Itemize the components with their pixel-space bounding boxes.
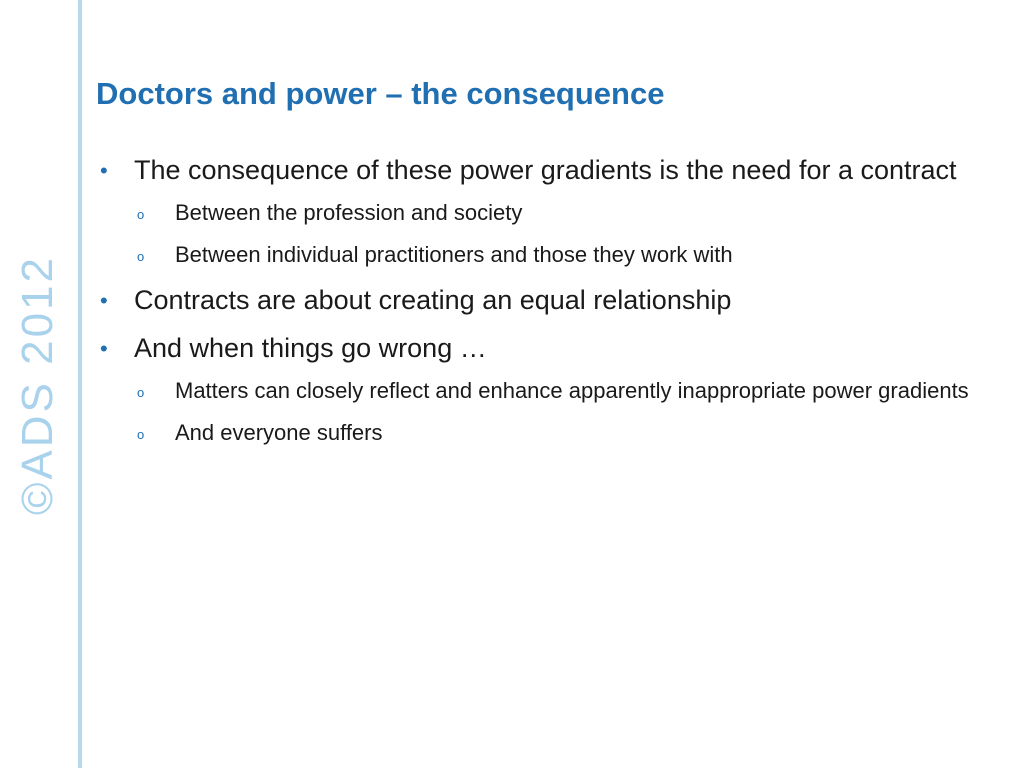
sub-bullet-text: Between the profession and society <box>175 200 523 225</box>
bullet-dot-icon: • <box>100 158 108 183</box>
bullet-dot-icon: • <box>100 336 108 361</box>
bullet-item <box>100 328 990 369</box>
bullet-item <box>100 280 990 321</box>
sub-bullet-circle-icon: o <box>137 427 145 442</box>
sub-bullet-item <box>100 238 990 271</box>
bullet-text: And when things go wrong … <box>134 333 487 363</box>
bullet-dot-icon: • <box>100 288 108 313</box>
sub-bullet-text: Matters can closely reflect and enhance apparently inappropriate power gradients <box>175 378 969 403</box>
sub-bullet-text: And everyone suffers <box>175 420 383 445</box>
side-divider-line <box>78 0 82 768</box>
bullet-item <box>100 150 990 191</box>
sub-bullet-circle-icon: o <box>137 249 145 264</box>
sub-bullet-item <box>100 196 990 229</box>
sub-bullet-circle-icon: o <box>137 385 145 400</box>
copyright-watermark: ©ADS 2012 <box>13 255 62 515</box>
bullet-text: The consequence of these power gradients is the need for a contract <box>134 155 957 185</box>
sub-bullet-circle-icon: o <box>137 207 145 222</box>
sub-bullet-item <box>100 416 990 449</box>
slide-content <box>100 150 990 458</box>
bullet-text: Contracts are about creating an equal relationship <box>134 285 732 315</box>
sub-bullet-text: Between individual practitioners and those they work with <box>175 242 733 267</box>
slide-title: Doctors and power – the consequence <box>96 76 665 111</box>
sub-bullet-item <box>100 374 990 407</box>
